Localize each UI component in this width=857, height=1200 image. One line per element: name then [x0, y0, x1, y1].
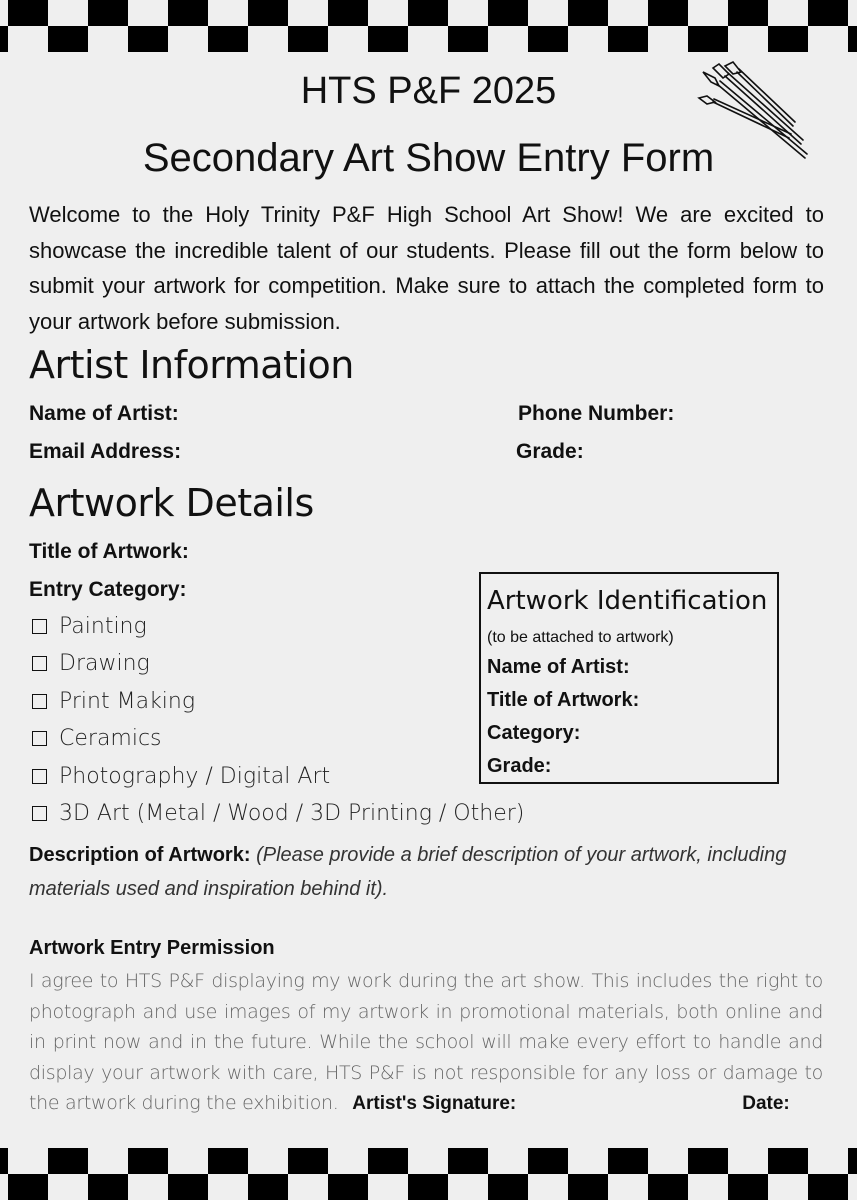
artist-info-heading: Artist Information — [29, 343, 354, 387]
form-title-line1: HTS P&F 2025 — [300, 70, 557, 112]
checker-square — [288, 1148, 328, 1174]
description-label: Description of Artwork: — [29, 844, 251, 866]
entry-category-label: Entry Category: — [29, 578, 187, 601]
date-field[interactable]: Date: — [742, 1093, 790, 1114]
checker-square — [48, 26, 88, 52]
checkbox-icon[interactable] — [32, 731, 47, 746]
checker-square — [328, 0, 368, 26]
checker-square — [408, 0, 448, 26]
checker-square — [88, 1174, 128, 1200]
checker-square — [848, 26, 857, 52]
checker-square — [288, 26, 328, 52]
checker-square — [168, 0, 208, 26]
checker-square — [688, 1148, 728, 1174]
checker-square — [768, 1148, 808, 1174]
checker-square — [168, 1174, 208, 1200]
form-title-line2: Secondary Art Show Entry Form — [142, 136, 715, 180]
checkbox-icon[interactable] — [32, 656, 47, 671]
description-of-artwork-field[interactable] — [29, 838, 789, 906]
checker-square — [0, 26, 8, 52]
category-option-painting[interactable]: Painting — [30, 614, 147, 639]
checkbox-icon[interactable] — [32, 619, 47, 634]
checker-square — [8, 1174, 48, 1200]
checker-square — [768, 26, 808, 52]
permission-text — [29, 966, 823, 1120]
checker-square — [528, 26, 568, 52]
identification-heading: Artwork Identification — [487, 586, 768, 616]
checker-square — [648, 0, 688, 26]
email-address-field[interactable]: Email Address: — [29, 440, 182, 463]
phone-number-field[interactable]: Phone Number: — [518, 402, 675, 425]
category-option-drawing[interactable]: Drawing — [30, 651, 150, 676]
category-option-ceramics[interactable]: Ceramics — [30, 726, 162, 751]
checker-square — [208, 26, 248, 52]
checker-square — [488, 1174, 528, 1200]
checkerboard-border-top — [0, 0, 857, 52]
checker-square — [808, 0, 848, 26]
checker-square — [328, 1174, 368, 1200]
checker-square — [128, 1148, 168, 1174]
checker-square — [208, 1148, 248, 1174]
checker-square — [248, 1174, 288, 1200]
checker-square — [488, 0, 528, 26]
checker-square — [48, 1148, 88, 1174]
checker-square — [448, 1148, 488, 1174]
id-category-field[interactable]: Category: — [487, 722, 581, 744]
checker-square — [688, 26, 728, 52]
id-title-of-artwork-field[interactable]: Title of Artwork: — [487, 689, 640, 711]
title-of-artwork-field[interactable]: Title of Artwork: — [29, 540, 189, 563]
checker-square — [648, 1174, 688, 1200]
checker-square — [568, 0, 608, 26]
identification-subheading: (to be attached to artwork) — [487, 629, 674, 646]
name-of-artist-field[interactable]: Name of Artist: — [29, 402, 179, 425]
checkbox-icon[interactable] — [32, 769, 47, 784]
checker-square — [568, 1174, 608, 1200]
checker-square — [608, 1148, 648, 1174]
checker-square — [408, 1174, 448, 1200]
checker-square — [528, 1148, 568, 1174]
checkbox-icon[interactable] — [32, 694, 47, 709]
intro-paragraph: Welcome to the Holy Trinity P&F High School Art Show! We are excited to showcase the incredible talent of our students. Please fill out the form below to submit your artwork for competition. Make sure to attach the completed form to your artwork before submission. — [29, 202, 824, 334]
description-hint: (Please provide a brief description of your artwork, including materials used and inspiration behind it). — [29, 844, 787, 900]
artist-signature-field[interactable]: Artist's Signature: — [352, 1093, 517, 1114]
checker-square — [368, 1148, 408, 1174]
id-name-of-artist-field[interactable]: Name of Artist: — [487, 656, 630, 678]
checker-square — [368, 26, 408, 52]
checker-square — [448, 26, 488, 52]
checker-square — [8, 0, 48, 26]
checkbox-icon[interactable] — [32, 806, 47, 821]
grade-field[interactable]: Grade: — [516, 440, 584, 463]
id-grade-field[interactable]: Grade: — [487, 755, 552, 777]
checker-square — [808, 1174, 848, 1200]
checker-square — [0, 1148, 8, 1174]
checker-square — [848, 1148, 857, 1174]
checker-square — [88, 0, 128, 26]
permission-heading: Artwork Entry Permission — [29, 937, 275, 959]
category-option-print-making[interactable]: Print Making — [30, 689, 195, 714]
checker-square — [728, 1174, 768, 1200]
artwork-details-heading: Artwork Details — [29, 481, 314, 525]
checker-square — [608, 26, 648, 52]
artwork-identification-box — [479, 572, 779, 784]
checker-square — [248, 0, 288, 26]
checker-square — [728, 0, 768, 26]
permission-body: I agree to HTS P&F displaying my work during the art show. This includes the right to photograph and use images of my artwork in promotional materials, both online and in print now and in the future. While the school will make every effort to handle and display your artwork with care, HTS P&F is not responsible for any loss or damage to the artwork during the exhibition. — [29, 970, 823, 1114]
checkerboard-border-bottom — [0, 1148, 857, 1200]
category-option-photography[interactable]: Photography / Digital Art — [30, 764, 330, 789]
category-option-3d-art[interactable]: 3D Art (Metal / Wood / 3D Printing / Other) — [30, 801, 524, 826]
checker-square — [128, 26, 168, 52]
